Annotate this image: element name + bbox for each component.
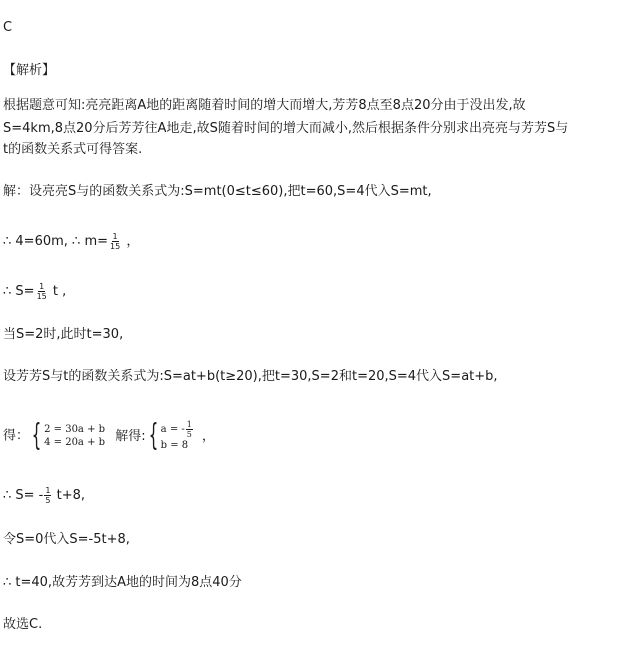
- fraction-numerator: 1: [45, 486, 51, 495]
- equation-S: [3, 282, 66, 301]
- solution-a-left: a = -: [160, 424, 185, 435]
- analysis-heading: 【解析】: [3, 63, 56, 78]
- fraction-1-15: [36, 282, 48, 301]
- fraction-denominator: 5: [45, 496, 51, 505]
- fraction-denominator: 5: [186, 430, 192, 439]
- equation-S2-right: t+8,: [52, 488, 85, 503]
- set-function-line: 设芳芳S与t的函数关系式为:S=at+b(t≥20),把t=30,S=2和t=20,S=4代入S=at+b,: [3, 369, 498, 384]
- equation-m-right: ，: [122, 234, 140, 249]
- fraction-denominator: 15: [36, 292, 47, 301]
- solution-a: [161, 420, 194, 439]
- system-equation-1: 2 = 30a + b: [44, 424, 106, 435]
- system-equation-2: 4 = 20a + b: [44, 437, 106, 448]
- fraction-1-5: [44, 486, 51, 505]
- equation-S2: [3, 486, 85, 505]
- equation-m: [3, 232, 139, 251]
- fraction-1-5: [186, 420, 193, 439]
- when-line: 当S=2时,此时t=30,: [3, 327, 124, 342]
- solution-values: [161, 420, 194, 452]
- choose-line: 故选C.: [3, 617, 43, 632]
- system-prefix: 得：: [3, 428, 30, 444]
- equation-m-left: ∴ 4=60m, ∴ m=: [3, 234, 108, 249]
- fraction-numerator: 1: [186, 420, 192, 429]
- fraction-numerator: 1: [39, 282, 45, 291]
- system-suffix: ，: [201, 428, 215, 444]
- solution-intro: 解：设亮亮S与的函数关系式为:S=mt(0≤t≤60),把t=60,S=4代入S=mt,: [3, 184, 432, 199]
- solve-label: 解得:: [115, 428, 146, 444]
- analysis-line-2: S=4km,8点20分后芳芳往A地走,故S随着时间的增大而减小,然后根据条件分别求出亮亮与芳芳S与: [3, 121, 569, 136]
- equation-S-right: t ,: [48, 284, 67, 299]
- system-equations: [44, 423, 105, 449]
- answer-letter: C: [3, 20, 13, 35]
- equation-S2-left: ∴ S= -: [3, 488, 44, 503]
- left-brace-icon: {: [148, 418, 158, 453]
- equation-S-left: ∴ S=: [3, 284, 35, 299]
- analysis-line-1: 根据题意可知:亮亮距离A地的距离随着时间的增大而增大,芳芳8点至8点20分由于没出发,故: [3, 98, 526, 113]
- solution-b: b = 8: [160, 440, 189, 451]
- t40-line: ∴ t=40,故芳芳到达A地的时间为8点40分: [3, 575, 242, 590]
- left-brace-icon: {: [31, 418, 42, 453]
- analysis-line-3: t的函数关系式可得答案.: [3, 142, 143, 157]
- equation-system: [3, 420, 215, 452]
- fraction-numerator: 1: [112, 232, 118, 241]
- let-S-zero-line: 令S=0代入S=-5t+8,: [3, 532, 130, 547]
- fraction-1-15: [109, 232, 121, 251]
- fraction-denominator: 15: [110, 242, 121, 251]
